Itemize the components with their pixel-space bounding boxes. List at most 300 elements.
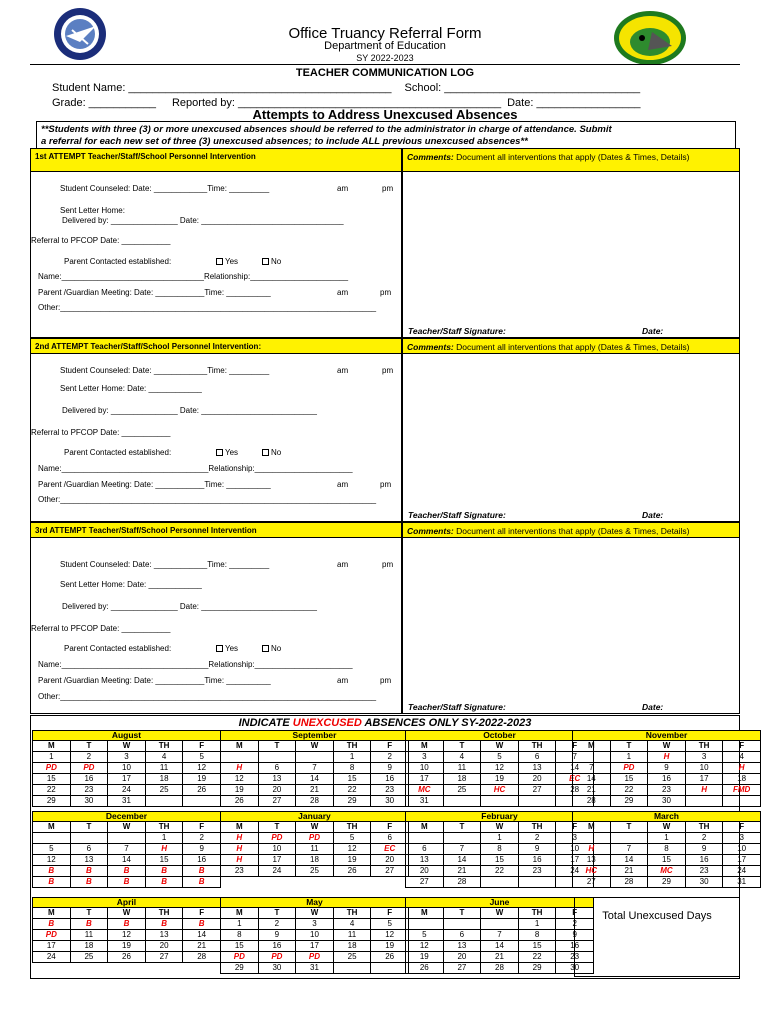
day-cell[interactable] — [573, 833, 611, 844]
day-cell[interactable]: 21 — [573, 785, 611, 796]
day-cell[interactable]: 14 — [481, 941, 519, 952]
day-cell[interactable]: 2 — [258, 919, 296, 930]
day-cell[interactable]: 23 — [221, 866, 259, 877]
day-cell[interactable]: 31 — [296, 963, 334, 974]
day-cell[interactable]: 4 — [145, 752, 183, 763]
other-field[interactable]: Other:_______________________________________________________________________ — [38, 495, 377, 504]
day-cell[interactable]: 28 — [556, 785, 594, 796]
day-cell[interactable]: MC — [406, 785, 444, 796]
day-cell[interactable] — [333, 963, 371, 974]
day-cell[interactable]: 9 — [518, 844, 556, 855]
day-cell[interactable]: B — [33, 877, 71, 888]
day-cell[interactable]: B — [145, 866, 183, 877]
day-cell[interactable]: 20 — [258, 785, 296, 796]
day-cell[interactable]: 31 — [406, 796, 444, 807]
day-cell[interactable]: 13 — [70, 855, 108, 866]
day-cell[interactable]: 20 — [145, 941, 183, 952]
day-cell[interactable]: 15 — [648, 855, 686, 866]
day-cell[interactable]: EC — [371, 844, 409, 855]
day-cell[interactable]: 11 — [296, 844, 334, 855]
day-cell[interactable]: 29 — [33, 796, 71, 807]
student-name-field[interactable]: Student Name: ___________________________________________ — [52, 82, 395, 94]
day-cell[interactable] — [70, 833, 108, 844]
sent-letter-home-field[interactable]: Sent Letter Home: Date: ____________ — [60, 580, 202, 589]
day-cell[interactable]: 19 — [108, 941, 146, 952]
attempt-1-comments-box[interactable] — [402, 148, 740, 338]
day-cell[interactable]: 9 — [258, 930, 296, 941]
day-cell[interactable]: B — [145, 919, 183, 930]
day-cell[interactable]: 17 — [296, 941, 334, 952]
day-cell[interactable] — [371, 963, 409, 974]
grade-field[interactable]: Grade: ___________ — [52, 97, 156, 109]
day-cell[interactable]: 20 — [443, 952, 481, 963]
yes-checkbox[interactable] — [216, 257, 238, 266]
day-cell[interactable]: 6 — [443, 930, 481, 941]
pfcop-referral-field[interactable]: Referral to PFCOP Date: ___________ — [31, 236, 171, 245]
day-cell[interactable]: 27 — [258, 796, 296, 807]
day-cell[interactable]: 22 — [333, 785, 371, 796]
day-cell[interactable]: 19 — [406, 952, 444, 963]
day-cell[interactable]: 18 — [296, 855, 334, 866]
day-cell[interactable]: B — [70, 919, 108, 930]
day-cell[interactable]: 1 — [481, 833, 519, 844]
day-cell[interactable]: 7 — [443, 844, 481, 855]
day-cell[interactable]: 30 — [70, 796, 108, 807]
day-cell[interactable]: 1 — [221, 919, 259, 930]
day-cell[interactable]: 8 — [481, 844, 519, 855]
day-cell[interactable]: 1 — [648, 833, 686, 844]
day-cell[interactable] — [518, 877, 556, 888]
day-cell[interactable]: 21 — [610, 866, 648, 877]
day-cell[interactable]: 15 — [145, 855, 183, 866]
day-cell[interactable]: 8 — [518, 930, 556, 941]
day-cell[interactable]: 6 — [371, 833, 409, 844]
total-unexcused-days[interactable]: Total Unexcused Days — [574, 897, 740, 977]
day-cell[interactable]: 13 — [443, 941, 481, 952]
day-cell[interactable]: 7 — [296, 763, 334, 774]
day-cell[interactable]: B — [145, 877, 183, 888]
day-cell[interactable]: 21 — [296, 785, 334, 796]
day-cell[interactable]: 9 — [685, 844, 723, 855]
day-cell[interactable]: B — [108, 866, 146, 877]
day-cell[interactable]: 16 — [685, 855, 723, 866]
day-cell[interactable]: 3 — [723, 833, 761, 844]
day-cell[interactable]: 21 — [443, 866, 481, 877]
no-checkbox[interactable] — [262, 257, 281, 266]
day-cell[interactable]: H — [221, 763, 259, 774]
day-cell[interactable]: 14 — [610, 855, 648, 866]
day-cell[interactable]: H — [221, 833, 259, 844]
day-cell[interactable]: 6 — [70, 844, 108, 855]
day-cell[interactable]: 16 — [648, 774, 686, 785]
day-cell[interactable]: 5 — [481, 752, 519, 763]
delivered-by-field[interactable]: Delivered by: _______________ Date: __________________________ — [62, 602, 317, 611]
day-cell[interactable]: 2 — [685, 833, 723, 844]
sent-letter-home-field[interactable]: Sent Letter Home: Date: ____________ — [60, 384, 202, 393]
name-relationship-field[interactable]: Name:_________________________________Relationship:______________________ — [38, 660, 353, 669]
signature-date-label[interactable]: Date: — [642, 702, 664, 712]
day-cell[interactable]: 30 — [648, 796, 686, 807]
day-cell[interactable]: 11 — [145, 763, 183, 774]
day-cell[interactable]: B — [183, 919, 221, 930]
day-cell[interactable]: 18 — [70, 941, 108, 952]
day-cell[interactable]: 27 — [443, 963, 481, 974]
day-cell[interactable]: 3 — [556, 833, 594, 844]
day-cell[interactable]: 15 — [518, 941, 556, 952]
day-cell[interactable]: 23 — [556, 952, 594, 963]
day-cell[interactable] — [183, 796, 221, 807]
day-cell[interactable]: 15 — [221, 941, 259, 952]
day-cell[interactable]: 14 — [443, 855, 481, 866]
pfcop-referral-field[interactable]: Referral to PFCOP Date: ___________ — [31, 624, 171, 633]
day-cell[interactable]: PD — [33, 930, 71, 941]
day-cell[interactable]: 5 — [333, 833, 371, 844]
day-cell[interactable]: 17 — [258, 855, 296, 866]
day-cell[interactable]: 26 — [371, 952, 409, 963]
day-cell[interactable]: 8 — [221, 930, 259, 941]
day-cell[interactable]: B — [183, 866, 221, 877]
day-cell[interactable] — [573, 752, 611, 763]
day-cell[interactable]: 20 — [406, 866, 444, 877]
day-cell[interactable]: 29 — [610, 796, 648, 807]
day-cell[interactable]: 12 — [333, 844, 371, 855]
day-cell[interactable]: 25 — [145, 785, 183, 796]
day-cell[interactable]: 1 — [145, 833, 183, 844]
day-cell[interactable]: 16 — [556, 941, 594, 952]
day-cell[interactable]: B — [70, 866, 108, 877]
day-cell[interactable]: 17 — [108, 774, 146, 785]
day-cell[interactable]: 14 — [183, 930, 221, 941]
day-cell[interactable] — [685, 796, 723, 807]
day-cell[interactable]: 29 — [221, 963, 259, 974]
checkbox-icon[interactable] — [216, 449, 223, 456]
day-cell[interactable]: 16 — [518, 855, 556, 866]
day-cell[interactable]: 20 — [371, 855, 409, 866]
day-cell[interactable]: 26 — [108, 952, 146, 963]
day-cell[interactable]: 9 — [556, 930, 594, 941]
day-cell[interactable]: 30 — [258, 963, 296, 974]
no-checkbox[interactable] — [262, 448, 281, 457]
day-cell[interactable]: 27 — [145, 952, 183, 963]
day-cell[interactable]: 1 — [333, 752, 371, 763]
guardian-meeting-field[interactable]: Parent /Guardian Meeting: Date: ___________Time: __________ — [38, 676, 271, 685]
day-cell[interactable]: 15 — [610, 774, 648, 785]
day-cell[interactable]: PD — [258, 952, 296, 963]
sent-letter-home-field[interactable]: Sent Letter Home: — [60, 206, 125, 215]
day-cell[interactable]: 28 — [183, 952, 221, 963]
day-cell[interactable]: H — [723, 763, 761, 774]
day-cell[interactable]: 28 — [443, 877, 481, 888]
day-cell[interactable]: 25 — [70, 952, 108, 963]
day-cell[interactable]: 18 — [145, 774, 183, 785]
day-cell[interactable]: 13 — [258, 774, 296, 785]
student-counseled-field[interactable]: Student Counseled: Date: ____________Time: _________ — [60, 184, 270, 193]
day-cell[interactable]: MC — [648, 866, 686, 877]
day-cell[interactable]: FMD — [723, 785, 761, 796]
day-cell[interactable]: 10 — [258, 844, 296, 855]
day-cell[interactable] — [481, 796, 519, 807]
day-cell[interactable]: B — [183, 877, 221, 888]
day-cell[interactable]: 2 — [518, 833, 556, 844]
day-cell[interactable]: 18 — [723, 774, 761, 785]
day-cell[interactable]: 14 — [296, 774, 334, 785]
day-cell[interactable] — [443, 919, 481, 930]
day-cell[interactable]: 15 — [481, 855, 519, 866]
day-cell[interactable]: 7 — [108, 844, 146, 855]
day-cell[interactable]: PD — [221, 952, 259, 963]
day-cell[interactable]: 2 — [70, 752, 108, 763]
day-cell[interactable]: 22 — [33, 785, 71, 796]
day-cell[interactable]: B — [33, 866, 71, 877]
day-cell[interactable]: 23 — [685, 866, 723, 877]
day-cell[interactable]: H — [685, 785, 723, 796]
day-cell[interactable]: 30 — [371, 796, 409, 807]
day-cell[interactable]: 8 — [333, 763, 371, 774]
day-cell[interactable]: 9 — [371, 763, 409, 774]
day-cell[interactable] — [406, 919, 444, 930]
name-relationship-field[interactable]: Name:_________________________________Relationship:______________________ — [38, 464, 353, 473]
guardian-meeting-field[interactable]: Parent /Guardian Meeting: Date: ___________Time: __________ — [38, 288, 271, 297]
school-field[interactable]: School: ________________________________ — [404, 82, 641, 94]
student-counseled-field[interactable]: Student Counseled: Date: ____________Time: _________ — [60, 560, 270, 569]
day-cell[interactable]: 17 — [685, 774, 723, 785]
day-cell[interactable]: PD — [296, 952, 334, 963]
day-cell[interactable] — [481, 919, 519, 930]
day-cell[interactable]: 25 — [296, 866, 334, 877]
day-cell[interactable]: 14 — [108, 855, 146, 866]
attempt-2-comments-box[interactable] — [402, 338, 740, 522]
day-cell[interactable]: B — [70, 877, 108, 888]
name-relationship-field[interactable]: Name:________________________________Relationship:______________________ — [38, 272, 349, 281]
day-cell[interactable]: 12 — [183, 763, 221, 774]
day-cell[interactable]: HC — [481, 785, 519, 796]
day-cell[interactable]: 13 — [573, 855, 611, 866]
day-cell[interactable]: 13 — [518, 763, 556, 774]
day-cell[interactable]: 22 — [610, 785, 648, 796]
day-cell[interactable]: 23 — [518, 866, 556, 877]
day-cell[interactable]: 29 — [518, 963, 556, 974]
checkbox-icon[interactable] — [216, 645, 223, 652]
day-cell[interactable]: 19 — [371, 941, 409, 952]
day-cell[interactable]: 12 — [221, 774, 259, 785]
day-cell[interactable]: 9 — [183, 844, 221, 855]
day-cell[interactable]: 17 — [406, 774, 444, 785]
day-cell[interactable]: H — [573, 844, 611, 855]
day-cell[interactable] — [610, 833, 648, 844]
day-cell[interactable]: 10 — [406, 763, 444, 774]
no-checkbox[interactable] — [262, 644, 281, 653]
day-cell[interactable]: 5 — [183, 752, 221, 763]
day-cell[interactable]: 10 — [723, 844, 761, 855]
day-cell[interactable]: PD — [33, 763, 71, 774]
other-field[interactable]: Other:_______________________________________________________________________ — [38, 303, 377, 312]
day-cell[interactable]: 1 — [33, 752, 71, 763]
day-cell[interactable]: HC — [573, 866, 611, 877]
day-cell[interactable]: 19 — [183, 774, 221, 785]
day-cell[interactable]: 6 — [258, 763, 296, 774]
checkbox-icon[interactable] — [262, 645, 269, 652]
student-name-row[interactable] — [52, 82, 640, 94]
day-cell[interactable]: 26 — [333, 866, 371, 877]
day-cell[interactable]: 3 — [296, 919, 334, 930]
day-cell[interactable]: 24 — [723, 866, 761, 877]
day-cell[interactable]: 13 — [145, 930, 183, 941]
day-cell[interactable]: 29 — [333, 796, 371, 807]
day-cell[interactable] — [406, 833, 444, 844]
day-cell[interactable] — [296, 752, 334, 763]
checkbox-icon[interactable] — [216, 258, 223, 265]
day-cell[interactable]: 26 — [221, 796, 259, 807]
day-cell[interactable]: 23 — [371, 785, 409, 796]
day-cell[interactable]: 5 — [406, 930, 444, 941]
day-cell[interactable]: 1 — [518, 919, 556, 930]
day-cell[interactable]: 25 — [443, 785, 481, 796]
day-cell[interactable]: 10 — [296, 930, 334, 941]
day-cell[interactable]: 28 — [481, 963, 519, 974]
day-cell[interactable]: 21 — [481, 952, 519, 963]
day-cell[interactable] — [33, 833, 71, 844]
day-cell[interactable]: 24 — [33, 952, 71, 963]
day-cell[interactable]: 4 — [443, 752, 481, 763]
day-cell[interactable]: 10 — [556, 844, 594, 855]
day-cell[interactable] — [108, 833, 146, 844]
day-cell[interactable]: 6 — [406, 844, 444, 855]
day-cell[interactable] — [443, 796, 481, 807]
day-cell[interactable]: 19 — [221, 785, 259, 796]
day-cell[interactable]: 18 — [443, 774, 481, 785]
day-cell[interactable]: 19 — [481, 774, 519, 785]
day-cell[interactable]: 12 — [371, 930, 409, 941]
day-cell[interactable] — [221, 752, 259, 763]
day-cell[interactable]: 27 — [518, 785, 556, 796]
day-cell[interactable]: 16 — [371, 774, 409, 785]
day-cell[interactable]: 20 — [518, 774, 556, 785]
day-cell[interactable]: 25 — [333, 952, 371, 963]
day-cell[interactable] — [258, 752, 296, 763]
day-cell[interactable]: 16 — [183, 855, 221, 866]
day-cell[interactable]: 11 — [70, 930, 108, 941]
day-cell[interactable]: 14 — [556, 763, 594, 774]
delivered-by-field[interactable]: Delivered by: _______________ Date: __________________________ — [62, 406, 317, 415]
day-cell[interactable]: H — [648, 752, 686, 763]
day-cell[interactable]: 21 — [183, 941, 221, 952]
day-cell[interactable]: H — [145, 844, 183, 855]
day-cell[interactable]: 22 — [518, 952, 556, 963]
day-cell[interactable]: 30 — [556, 963, 594, 974]
day-cell[interactable]: PD — [296, 833, 334, 844]
day-cell[interactable]: 8 — [648, 844, 686, 855]
day-cell[interactable] — [145, 796, 183, 807]
teacher-signature-label[interactable]: Teacher/Staff Signature: — [408, 326, 506, 336]
day-cell[interactable]: 12 — [33, 855, 71, 866]
day-cell[interactable]: 26 — [183, 785, 221, 796]
day-cell[interactable]: 12 — [108, 930, 146, 941]
day-cell[interactable]: B — [33, 919, 71, 930]
day-cell[interactable]: 28 — [610, 877, 648, 888]
day-cell[interactable]: 2 — [556, 919, 594, 930]
day-cell[interactable]: 28 — [573, 796, 611, 807]
day-cell[interactable]: 4 — [723, 752, 761, 763]
signature-date-label[interactable]: Date: — [642, 510, 664, 520]
day-cell[interactable]: 16 — [258, 941, 296, 952]
day-cell[interactable]: 31 — [108, 796, 146, 807]
day-cell[interactable]: 4 — [333, 919, 371, 930]
day-cell[interactable]: 3 — [406, 752, 444, 763]
teacher-signature-label[interactable]: Teacher/Staff Signature: — [408, 510, 506, 520]
day-cell[interactable]: 7 — [610, 844, 648, 855]
day-cell[interactable]: 29 — [648, 877, 686, 888]
day-cell[interactable]: 17 — [723, 855, 761, 866]
signature-date-label[interactable]: Date: — [642, 326, 664, 336]
day-cell[interactable]: 17 — [556, 855, 594, 866]
day-cell[interactable]: 28 — [296, 796, 334, 807]
day-cell[interactable]: 27 — [573, 877, 611, 888]
yes-checkbox[interactable] — [216, 448, 238, 457]
day-cell[interactable]: 2 — [371, 752, 409, 763]
reported-by-field[interactable]: Reported by: ___________________________________________ — [171, 97, 502, 109]
day-cell[interactable]: 5 — [33, 844, 71, 855]
day-cell[interactable]: 12 — [406, 941, 444, 952]
pfcop-referral-field[interactable]: Referral to PFCOP Date: ___________ — [31, 428, 171, 437]
day-cell[interactable]: 15 — [333, 774, 371, 785]
day-cell[interactable]: PD — [610, 763, 648, 774]
day-cell[interactable]: 15 — [33, 774, 71, 785]
day-cell[interactable]: 18 — [333, 941, 371, 952]
day-cell[interactable]: 26 — [406, 963, 444, 974]
other-field[interactable]: Other:_______________________________________________________________________ — [38, 692, 377, 701]
date-field[interactable]: Date: _________________ — [507, 97, 641, 109]
yes-checkbox[interactable] — [216, 644, 238, 653]
day-cell[interactable]: B — [108, 919, 146, 930]
day-cell[interactable]: 17 — [33, 941, 71, 952]
day-cell[interactable]: 2 — [183, 833, 221, 844]
day-cell[interactable]: 12 — [481, 763, 519, 774]
day-cell[interactable]: 30 — [685, 877, 723, 888]
day-cell[interactable]: H — [221, 844, 259, 855]
day-cell[interactable]: B — [108, 877, 146, 888]
day-cell[interactable]: 19 — [333, 855, 371, 866]
delivered-by-field[interactable]: Delivered by: _______________ Date: ________________________________ — [62, 216, 344, 225]
day-cell[interactable]: 10 — [108, 763, 146, 774]
day-cell[interactable]: 16 — [70, 774, 108, 785]
day-cell[interactable]: 23 — [648, 785, 686, 796]
day-cell[interactable]: 6 — [518, 752, 556, 763]
checkbox-icon[interactable] — [262, 258, 269, 265]
day-cell[interactable]: 13 — [406, 855, 444, 866]
day-cell[interactable]: EC — [556, 774, 594, 785]
day-cell[interactable]: 5 — [371, 919, 409, 930]
student-counseled-field[interactable]: Student Counseled: Date: ____________Time: _________ — [60, 366, 270, 375]
day-cell[interactable]: 3 — [685, 752, 723, 763]
day-cell[interactable]: 11 — [443, 763, 481, 774]
day-cell[interactable]: 27 — [406, 877, 444, 888]
day-cell[interactable]: 7 — [481, 930, 519, 941]
day-cell[interactable]: H — [221, 855, 259, 866]
day-cell[interactable] — [518, 796, 556, 807]
day-cell[interactable]: 7 — [573, 763, 611, 774]
day-cell[interactable]: 11 — [333, 930, 371, 941]
attempt-3-comments-box[interactable] — [402, 522, 740, 714]
day-cell[interactable] — [443, 833, 481, 844]
day-cell[interactable]: 24 — [108, 785, 146, 796]
day-cell[interactable]: 1 — [610, 752, 648, 763]
teacher-signature-label[interactable]: Teacher/Staff Signature: — [408, 702, 506, 712]
day-cell[interactable]: 3 — [108, 752, 146, 763]
day-cell[interactable]: 31 — [723, 877, 761, 888]
day-cell[interactable]: 27 — [371, 866, 409, 877]
day-cell[interactable]: 7 — [556, 752, 594, 763]
day-cell[interactable]: 9 — [648, 763, 686, 774]
